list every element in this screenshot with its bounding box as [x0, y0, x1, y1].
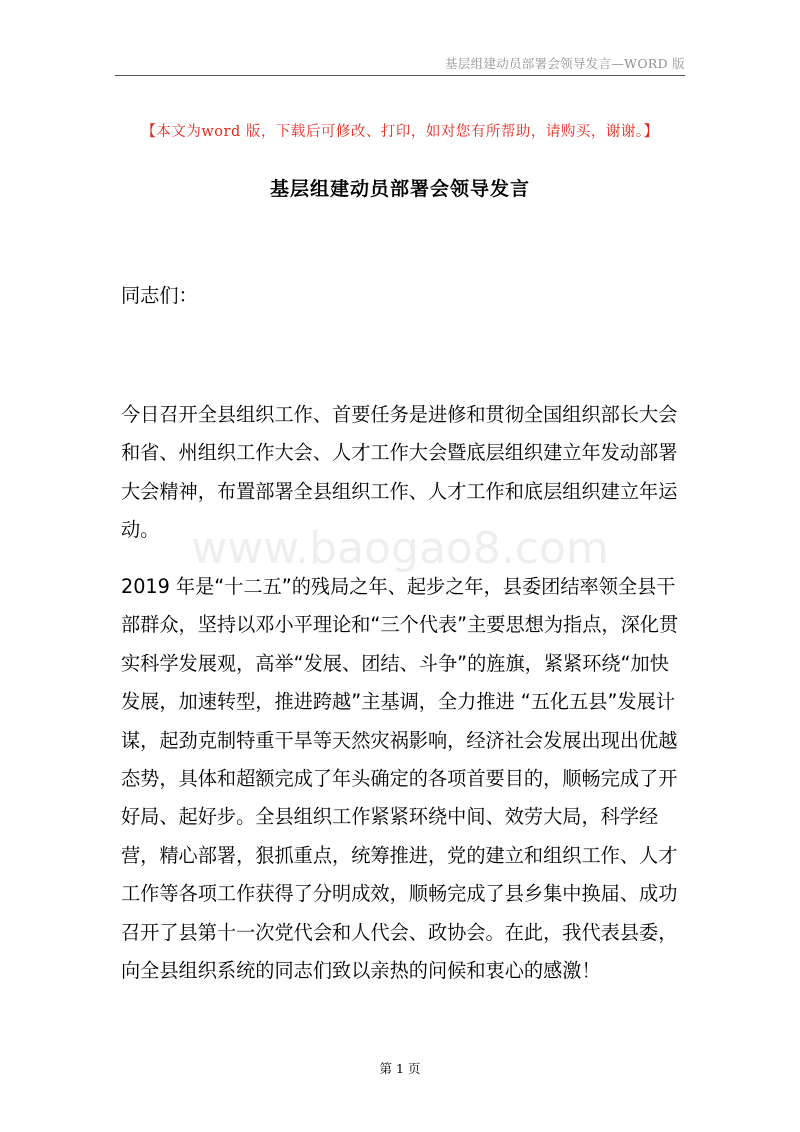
body-paragraph-1: 今日召开全县组织工作、首要任务是进修和贯彻全国组织部长大会和省、州组织工作大会、人才工作大会暨底层组织建立年发动部署大会精神，布置部署全县组织工作、人才工作和底层组织建立年运动。 [121, 403, 678, 542]
watermark: www.baogao8.com [191, 523, 609, 574]
page-number: 第 1 页 [379, 1061, 421, 1076]
running-header: 基层组建动员部署会领导发言—WORD 版 [444, 56, 685, 71]
document-title: 基层组建动员部署会领导发言 [269, 178, 530, 200]
header-divider [115, 75, 685, 76]
download-notice: 【本文为word 版，下载后可修改、打印，如对您有所帮助，请购买，谢谢。】 [141, 124, 659, 140]
body-paragraph-2: 2019 年是“十二五”的残局之年、起步之年，县委团结率领全县干部群众，坚持以邓小平理论和“三个代表”主要思想为指点，深化贯实科学发展观，高举“发展、团结、斗争”的旌旗，紧紧环绕“加快发展，加速转型，推进跨越”主基调，全力推进 “五化五县”发展计谋，起劲克制特重干旱等天然灾祸影响，经济社会发展出现出优越态势，具体和超额完成了年头确定的各项首要目的，顺畅完成了开好局、起好步。全县组织工作紧紧环绕中间、效劳大局，科学经营，精心部署，狠抓重点，统筹推进，党的建立和组织工作、人才工作等各项工作获得了分明成效，顺畅完成了县乡集中换届、成功召开了县第十一次党代会和人代会、政协会。在此，我代表县委，向全县组织系统的同志们致以亲热的问候和衷心的感激！ [121, 575, 679, 983]
greeting: 同志们： [121, 284, 198, 307]
